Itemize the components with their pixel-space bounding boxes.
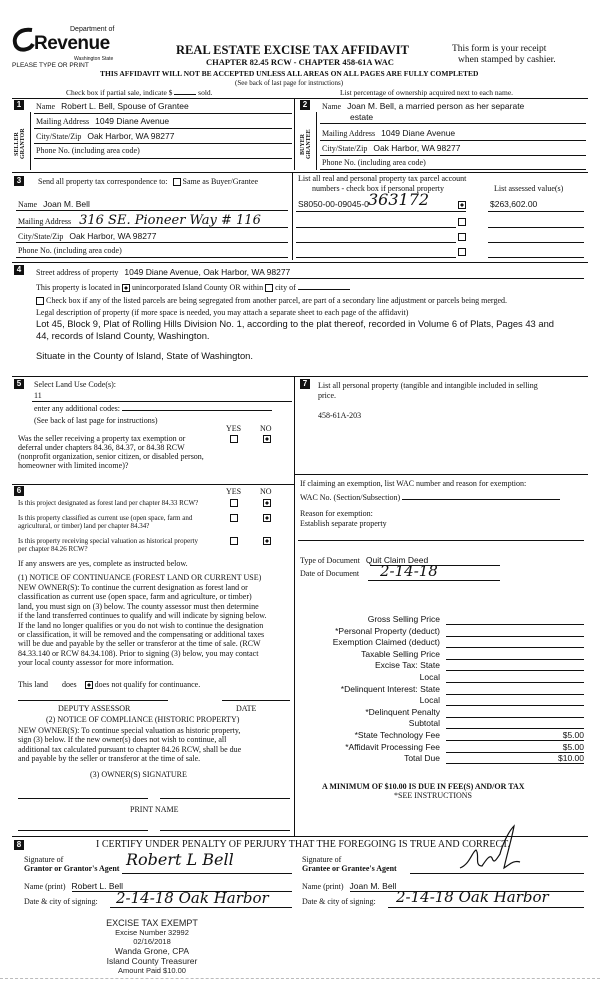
grantee-name-row: [322, 101, 584, 111]
parcel-line-1: [296, 211, 466, 212]
grantee-phone-field[interactable]: [320, 169, 586, 170]
section-3-number: 3: [14, 176, 24, 186]
stamp-line-5: Island County Treasurer: [106, 956, 198, 966]
parcel-line-2[interactable]: [296, 227, 456, 228]
claiming-exemption-label: If claiming an exemption, list WAC number and reason for exemption:: [300, 479, 527, 488]
fee-row: [300, 730, 586, 742]
partial-sale-label: Check box if partial sale, indicate $: [66, 88, 173, 97]
located-row: [36, 283, 350, 292]
legal-situate: Situate in the County of Island, State of Washington.: [36, 350, 253, 361]
reason-line: [298, 540, 584, 541]
grantor-address[interactable]: 1049 Diane Avenue: [95, 116, 170, 126]
fee-row: [300, 626, 586, 638]
divider: [316, 112, 317, 170]
does-not-label: does not qualify for continuance.: [94, 680, 201, 689]
wac-no-label: WAC No. (Section/Subsection): [300, 493, 401, 502]
notice-continuance-line: NEW OWNER(S): To continue the current designation as forest land or: [18, 583, 248, 592]
any-yes-note: If any answers are yes, complete as instructed below.: [18, 559, 188, 568]
fee-value[interactable]: [446, 649, 584, 660]
deputy-date-line[interactable]: [222, 700, 290, 701]
section-8-number: 8: [14, 840, 24, 850]
owner-signature-title: (3) OWNER(S) SIGNATURE: [90, 770, 187, 779]
deputy-assessor-label: DEPUTY ASSESSOR: [58, 704, 131, 713]
parcel-line-3[interactable]: [296, 242, 456, 243]
fee-value[interactable]: [446, 626, 584, 637]
grantor-date-city-label: Date & city of signing:: [24, 897, 98, 906]
logo: [8, 14, 126, 60]
forest-no-checkbox[interactable]: [263, 499, 271, 507]
parcel-number-1[interactable]: S8050-00-09045-0: [298, 199, 369, 209]
reason-label: Reason for exemption:: [300, 509, 373, 518]
notice-continuance-line: 84.33.140 or RCW 84.34.108). Prior to signing (3) below, you may contact: [18, 648, 259, 658]
corr-phone-field[interactable]: [16, 257, 288, 258]
assessed-line-2[interactable]: [488, 227, 584, 228]
fee-value[interactable]: $10.00: [446, 753, 584, 764]
minimum-note: A MINIMUM OF $10.00 IS DUE IN FEE(S) AND/OR TAX: [322, 782, 525, 791]
located-label: This property is located in: [36, 283, 120, 292]
print-name-line-1[interactable]: [18, 830, 148, 831]
fee-label: *Personal Property (deduct): [335, 625, 440, 636]
wac-no-field[interactable]: [402, 499, 560, 500]
divider: [34, 143, 292, 144]
grantee-city[interactable]: Oak Harbor, WA 98277: [373, 143, 461, 153]
corr-address-row: [18, 213, 261, 228]
partial-sale-row: [66, 88, 213, 97]
print-name-label: PRINT NAME: [130, 805, 179, 814]
grantee-signature[interactable]: [456, 824, 526, 874]
street-line: [130, 278, 584, 279]
grantee-name-line-1[interactable]: Joan M. Bell, a married person as her separate: [347, 101, 525, 111]
correspondence-header: [38, 177, 258, 186]
segregated-row: [36, 296, 507, 305]
forest-yes-checkbox[interactable]: [230, 499, 238, 507]
fee-label: *Delinquent Interest: State: [340, 683, 440, 694]
fee-row: [300, 684, 586, 696]
additional-row: [34, 404, 272, 413]
divider: [294, 376, 295, 836]
exemption-q-3: (nonprofit organization, senior citizen, or disabled person,: [18, 452, 204, 461]
corr-city-label: City/State/Zip: [18, 232, 64, 241]
section-1-number: 1: [14, 100, 24, 110]
notice-continuance-line: If the land no longer qualifies or you do not wish to continue the designation: [18, 620, 264, 630]
grantee-phone-label: Phone No. (including area code): [322, 158, 426, 167]
historic-q-1: Is this property receiving special valuation as historical property: [18, 537, 199, 545]
fee-row: [300, 660, 586, 672]
fee-label: Taxable Selling Price: [361, 648, 440, 659]
exemption-q-2: deferral under chapters 84.36, 84.37, or 84.38 RCW: [18, 443, 185, 452]
grantor-name-row: [36, 101, 290, 111]
seller-grantor-label: SELLER GRANTOR: [14, 128, 26, 160]
grantor-city-label: City/State/Zip: [36, 132, 82, 141]
divider: [294, 474, 588, 475]
grantor-name-print-row: [24, 881, 123, 891]
certify-statement: I CERTIFY UNDER PENALTY OF PERJURY THAT THE FOREGOING IS TRUE AND CORRECT.: [96, 839, 510, 850]
this-land-label: This land: [18, 680, 48, 689]
corr-name-label: Name: [18, 200, 38, 209]
grantee-print-name[interactable]: Joan M. Bell: [349, 881, 397, 891]
ownership-pct-note: List percentage of ownership acquired next to each name.: [340, 88, 514, 97]
forest-land-q: Is this project designated as forest land per chapter 84.33 RCW?: [18, 499, 199, 507]
fee-value[interactable]: [446, 684, 584, 695]
notice-continuance-line: land, you must sign on (3) below. The county assessor must then determine: [18, 601, 259, 611]
notice-continuance-line: will be due and payable by the seller or transferor at the time of sale. (RCW: [18, 639, 261, 649]
divider: [292, 172, 293, 260]
parcels-header-2: numbers - check box if personal property: [312, 184, 444, 193]
stamp-line-2: Excise Number 32992: [115, 928, 189, 937]
fee-value[interactable]: [446, 614, 584, 625]
fee-label: *State Technology Fee: [354, 729, 440, 740]
parcels-header-1: List all real and personal property tax parcel account: [298, 174, 467, 183]
personal-property-header-2: price.: [318, 391, 336, 400]
grantor-phone-field[interactable]: [34, 158, 292, 159]
fee-row: [300, 672, 586, 684]
subtitle: CHAPTER 82.45 RCW - CHAPTER 458-61A WAC: [206, 57, 394, 67]
fee-label: Exemption Claimed (deduct): [332, 637, 440, 648]
grantee-address-label: Mailing Address: [322, 129, 376, 138]
fee-value[interactable]: [446, 637, 584, 648]
divider: [32, 401, 292, 402]
divider: [34, 113, 292, 114]
notice-continuance-line: classification as current use (open space, farm and agriculture, or timber): [18, 592, 252, 602]
divider: [16, 210, 288, 211]
grantor-date-city[interactable]: 2-14-18 Oak Harbor: [116, 889, 269, 907]
see-back: (See back of last page for instructions): [235, 79, 344, 87]
grantor-city[interactable]: Oak Harbor, WA 98277: [87, 131, 175, 141]
corr-name-row: [18, 199, 90, 209]
divider: [294, 98, 295, 170]
yes-header-6: YES: [226, 487, 242, 496]
doc-date-label: Date of Document: [300, 569, 360, 578]
excise-stamp: [92, 918, 212, 975]
grantor-name-print-label: Name (print): [24, 882, 66, 891]
current-use-yes-checkbox[interactable]: [230, 514, 238, 522]
no-header-6: NO: [260, 487, 272, 496]
this-land-row: [18, 680, 200, 689]
same-as-buyer-label: Same as Buyer/Grantee: [182, 177, 259, 186]
street-row: [36, 267, 290, 277]
personal-property-checkbox-3[interactable]: [458, 233, 466, 241]
grantor-phone-label: Phone No. (including area code): [36, 146, 140, 155]
notice-continuance-title: (1) NOTICE OF CONTINUANCE (FOREST LAND OR CURRENT USE): [18, 573, 262, 582]
personal-property-checkbox-2[interactable]: [458, 218, 466, 226]
unincorporated-label: unincorporated Island County OR within: [131, 283, 264, 292]
grantee-name-print-row: [302, 881, 396, 891]
personal-property-header-1: List all personal property (tangible and intangible included in selling: [318, 381, 538, 390]
street-address[interactable]: 1049 Diane Avenue, Oak Harbor, WA 98277: [124, 267, 291, 277]
grantor-date-line: [110, 907, 292, 908]
partial-sale-field[interactable]: [174, 94, 196, 95]
fee-value[interactable]: [446, 660, 584, 671]
fee-label: Excise Tax: State: [374, 660, 440, 671]
type-or-print: PLEASE TYPE OR PRINT: [12, 62, 89, 69]
does-not-checkbox[interactable]: [85, 681, 93, 689]
correspondence-header-text: Send all property tax correspondence to:: [38, 177, 168, 186]
grantee-name-line-2[interactable]: estate: [350, 112, 374, 122]
owner-signature-line-1[interactable]: [18, 798, 148, 799]
fee-value[interactable]: $5.00: [446, 742, 584, 753]
grantee-date-line: [388, 907, 584, 908]
legal-line-2: 44, records of Island County, Washington.: [36, 330, 210, 341]
legal-line-1: Lot 45, Block 9, Plat of Rolling Hills Division No. 1, according to the plat thereof, recorded in Volume 6 of Plats, Pages 43 and: [36, 318, 554, 329]
unincorporated-checkbox[interactable]: [122, 284, 130, 292]
exemption-q-1: Was the seller receiving a property tax exemption or: [18, 434, 186, 443]
grantee-sig-of: Signature of: [302, 855, 342, 864]
section-2-number: 2: [300, 100, 310, 110]
logo-department: Department of: [70, 26, 115, 33]
stamp-line-4: Wanda Grone, CPA: [114, 946, 190, 956]
warning: THIS AFFIDAVIT WILL NOT BE ACCEPTED UNLESS ALL AREAS ON ALL PAGES ARE FULLY COMPLETED: [100, 69, 479, 78]
grantee-city-row: [322, 143, 460, 153]
grantor-signature-line: [122, 873, 292, 874]
divider: [12, 376, 588, 377]
personal-property-checkbox-4[interactable]: [458, 248, 466, 256]
scan-edge: [0, 978, 600, 979]
page-title: REAL ESTATE EXCISE TAX AFFIDAVIT: [176, 43, 409, 57]
stamp-line-6: Amount Paid $10.00: [118, 966, 186, 975]
grantor-name-label: Name: [36, 102, 56, 111]
notice-compliance-body: [18, 726, 241, 764]
historic-q-2: per chapter 84.26 RCW?: [18, 545, 88, 553]
does-label: does: [62, 680, 77, 689]
notice-compliance-line: additional tax calculated pursuant to chapter 84.26 RCW, shall be due: [18, 744, 242, 754]
exemption-no-checkbox[interactable]: [263, 435, 271, 443]
see-instructions: *SEE INSTRUCTIONS: [394, 791, 473, 800]
personal-property-checkbox-1[interactable]: [458, 201, 466, 209]
grantor-city-row: [36, 131, 174, 141]
divider: [320, 155, 586, 156]
current-use-q-1: Is this property classified as current use (open space, farm and: [18, 514, 193, 522]
corr-address-handwritten[interactable]: 316 SE. Pioneer Way # 116: [79, 213, 261, 228]
grantee-date-city-label: Date & city of signing:: [302, 897, 376, 906]
section-4-number: 4: [14, 265, 24, 275]
buyer-grantee-label: BUYER GRANTEE: [300, 129, 312, 159]
fee-value[interactable]: [446, 695, 584, 706]
additional-codes-label: enter any additional codes:: [34, 404, 120, 413]
assessed-value-1[interactable]: $263,602.00: [490, 199, 538, 209]
no-header-5: NO: [260, 424, 272, 433]
notice-continuance-line: if the land transferred continues to qualify and will indicate by signing below.: [18, 611, 267, 621]
section-5-number: 5: [14, 379, 24, 389]
historic-yes-checkbox[interactable]: [230, 537, 238, 545]
fee-row: [300, 753, 586, 765]
receipt-note-2: when stamped by cashier.: [458, 55, 556, 65]
fee-label: Gross Selling Price: [367, 614, 440, 624]
fee-row: [300, 707, 586, 719]
divider: [12, 262, 588, 263]
fee-row: [300, 718, 586, 730]
divider: [16, 227, 288, 228]
corr-phone-label: Phone No. (including area code): [18, 246, 122, 255]
fee-label: *Delinquent Penalty: [365, 706, 440, 717]
logo-name: Revenue: [34, 33, 110, 54]
land-use-label: Select Land Use Code(s):: [34, 380, 116, 389]
reason-value[interactable]: Establish separate property: [300, 519, 387, 528]
notice-compliance-line: sign (3) below. If the new owner(s) does not wish to continue, all: [18, 735, 227, 745]
notice-continuance-line: your local county assessor for more information.: [18, 658, 174, 668]
segregated-label: Check box if any of the listed parcels are being segregated from another parcel, are part of a secondary line adjustment or parcels being merged.: [46, 296, 507, 305]
same-as-buyer-checkbox[interactable]: [173, 178, 181, 186]
grantee-name-print-label: Name (print): [302, 882, 344, 891]
corr-city[interactable]: Oak Harbor, WA 98277: [69, 231, 157, 241]
print-name-line-2[interactable]: [160, 830, 290, 831]
additional-codes-field[interactable]: [122, 410, 272, 411]
owner-signature-line-2[interactable]: [160, 798, 290, 799]
stamp-line-1: EXCISE TAX EXEMPT: [106, 918, 198, 928]
fee-label: Total Due: [404, 753, 440, 764]
historic-no-checkbox[interactable]: [263, 537, 271, 545]
fee-value[interactable]: $5.00: [446, 730, 584, 741]
fee-label: Local: [419, 695, 440, 706]
assessed-line-4[interactable]: [488, 257, 584, 258]
segregated-checkbox[interactable]: [36, 297, 44, 305]
divider: [320, 140, 586, 141]
assessed-line-1: [488, 211, 584, 212]
street-label: Street address of property: [36, 268, 119, 277]
grantee-address[interactable]: 1049 Diane Avenue: [381, 128, 456, 138]
grantor-address-label: Mailing Address: [36, 117, 90, 126]
receipt-note-1: This form is your receipt: [452, 44, 547, 54]
divider: [12, 484, 294, 485]
grantee-address-row: [322, 128, 455, 138]
grantor-signature[interactable]: Robert L Bell: [126, 850, 234, 869]
notice-compliance-line: and payable by the seller or transferor at the time of sale.: [18, 754, 201, 764]
stamp-line-3: 02/16/2018: [133, 937, 171, 946]
city-of-label: city of: [275, 283, 296, 292]
current-use-q-2: agricultural, or timber) land per chapter 84.34?: [18, 522, 150, 530]
notice-continuance-line: or classification, it will be removed and the compensating or additional taxes: [18, 630, 265, 640]
exemption-yes-checkbox[interactable]: [230, 435, 238, 443]
doc-type[interactable]: Quit Claim Deed: [365, 555, 429, 565]
divider: [30, 112, 31, 170]
notice-compliance-line: NEW OWNER(S): To continue special valuation as historic property,: [18, 726, 241, 735]
logo-swoosh-icon: [10, 26, 36, 52]
deputy-date-label: DATE: [236, 704, 257, 713]
grantor-sig-of: Signature of: [24, 855, 64, 864]
fee-row: [300, 649, 586, 661]
section-6-number: 6: [14, 486, 24, 496]
corr-city-row: [18, 231, 156, 241]
fee-label: *Affidavit Processing Fee: [345, 741, 440, 752]
divider: [12, 172, 588, 173]
fee-table: [300, 614, 586, 765]
grantor-agent-label: Grantor or Grantor's Agent: [24, 864, 120, 873]
grantor-address-row: [36, 116, 169, 126]
corr-address-label: Mailing Address: [18, 217, 72, 226]
assessed-line-3[interactable]: [488, 242, 584, 243]
corr-name[interactable]: Joan M. Bell: [43, 199, 90, 209]
logo-sub: Washington State: [74, 56, 114, 62]
city-of-field[interactable]: [298, 289, 350, 290]
section-7-number: 7: [300, 379, 310, 389]
grantee-city-label: City/State/Zip: [322, 144, 368, 153]
grantee-agent-label: Grantee or Grantee's Agent: [302, 864, 397, 873]
fee-row: [300, 742, 586, 754]
fee-value[interactable]: [446, 672, 584, 683]
grantee-name-label: Name: [322, 102, 342, 111]
current-use-no-checkbox[interactable]: [263, 514, 271, 522]
grantee-signature-line: [410, 873, 584, 874]
partial-sale-sold: sold.: [198, 88, 213, 97]
deputy-signature-line[interactable]: [18, 700, 168, 701]
divider: [320, 123, 586, 124]
grantor-print-name[interactable]: Robert L. Bell: [71, 881, 124, 891]
yes-header-5: YES: [226, 424, 242, 433]
assessed-header: List assessed value(s): [494, 184, 564, 193]
fee-row: [300, 637, 586, 649]
legal-label: Legal description of property (if more space is needed, you may attach a separate sheet to each page of the affidavit): [36, 308, 409, 317]
fee-label: Local: [419, 671, 440, 682]
doc-date-line: [368, 580, 500, 581]
fee-row: [300, 695, 586, 707]
exemption-q-4: homeowner with limited income)?: [18, 461, 129, 470]
fee-label: Subtotal: [408, 718, 440, 729]
parcel-line-4[interactable]: [296, 257, 456, 258]
fee-value[interactable]: [446, 718, 584, 729]
wac-cite[interactable]: 458-61A-203: [318, 411, 362, 420]
fee-value[interactable]: [446, 707, 584, 718]
wac-no-row: [300, 493, 560, 502]
parcel-handwritten: 363172: [368, 190, 430, 209]
doc-date-handwritten[interactable]: 2-14-18: [380, 562, 438, 580]
doc-type-label: Type of Document: [300, 556, 360, 565]
fee-row: [300, 614, 586, 626]
divider: [34, 128, 292, 129]
notice-continuance-body: [18, 583, 267, 668]
divider: [12, 98, 588, 99]
grantor-name[interactable]: Robert L. Bell, Spouse of Grantee: [61, 101, 189, 111]
city-of-checkbox[interactable]: [265, 284, 273, 292]
divider: [16, 242, 288, 243]
notice-compliance-title: (2) NOTICE OF COMPLIANCE (HISTORIC PROPERTY): [46, 715, 240, 724]
see-back-5: (See back of last page for instructions): [34, 416, 158, 425]
land-use-code[interactable]: 11: [34, 391, 42, 400]
grantee-date-city[interactable]: 2-14-18 Oak Harbor: [396, 888, 549, 906]
